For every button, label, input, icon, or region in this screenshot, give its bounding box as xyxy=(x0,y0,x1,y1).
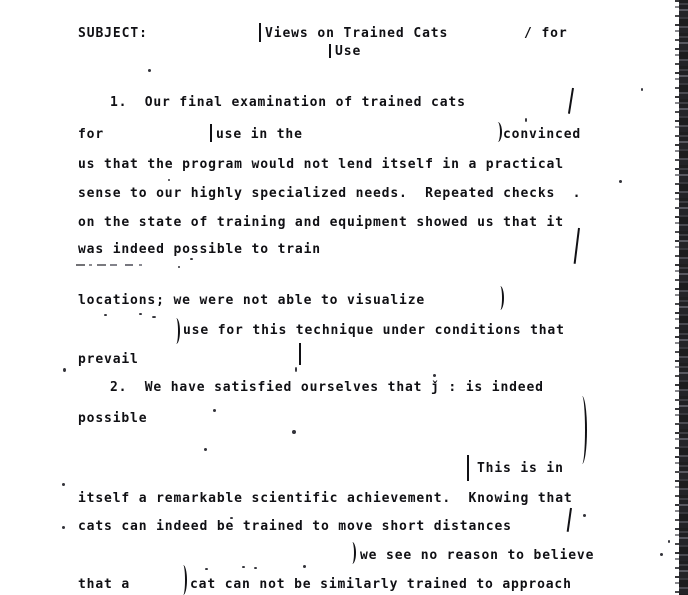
scan-speck xyxy=(295,367,297,372)
scan-speck xyxy=(254,567,257,569)
redaction-stroke-title-cont xyxy=(329,44,331,58)
redaction-stroke-p2-right-long xyxy=(578,396,587,464)
scan-speck xyxy=(148,69,151,72)
paragraph-1-line-6: was indeed possible to train xyxy=(78,242,321,257)
redaction-stroke-p2-before-wesee xyxy=(349,542,356,564)
scan-speck xyxy=(213,409,216,412)
faint-broken-underline xyxy=(76,264,148,266)
scan-speck xyxy=(242,566,245,568)
scan-speck xyxy=(230,517,233,519)
paragraph-2-line-6: we see no reason to believe xyxy=(360,548,595,563)
redaction-stroke-p1-mid xyxy=(210,124,212,142)
scan-speck xyxy=(303,565,306,568)
redaction-stroke-p1-left-indent xyxy=(173,318,180,344)
scan-speck xyxy=(619,180,622,183)
scan-speck xyxy=(668,540,670,543)
paragraph-1-line-5: on the state of training and equipment showed us that it xyxy=(78,215,564,230)
paragraph-2-line-7-start: that a xyxy=(78,577,131,592)
redaction-stroke-title-left xyxy=(259,23,261,42)
paragraph-2-line-5: cats can indeed be trained to move short distances xyxy=(78,519,512,534)
redaction-stroke-p1-right-2 xyxy=(574,228,580,264)
paragraph-1-line-2-end: convinced xyxy=(503,127,582,142)
redaction-stroke-p1-before-convinced xyxy=(494,122,502,142)
paragraph-1-line-3: us that the program would not lend itself in a practical xyxy=(78,157,564,172)
scan-speck xyxy=(104,314,107,316)
redaction-stroke-p2-right-short xyxy=(567,508,572,532)
redaction-stroke-p1-prevail xyxy=(299,343,301,365)
scan-speck xyxy=(292,430,296,434)
paragraph-1-line-8: use for this technique under conditions that xyxy=(183,323,565,338)
paragraph-2-line-3: This is in xyxy=(477,461,564,476)
scan-speck xyxy=(641,88,643,91)
subject-title-continuation: Use xyxy=(335,44,362,59)
paragraph-1-line-9: prevail xyxy=(78,352,139,367)
paragraph-1-line-2-middle: use in the xyxy=(216,127,303,142)
scan-speck xyxy=(660,553,663,556)
scan-speck xyxy=(204,448,207,451)
scan-speck xyxy=(63,368,66,372)
paragraph-2-line-2: possible xyxy=(78,411,148,426)
scan-speck xyxy=(583,514,586,517)
subject-label: SUBJECT: xyxy=(78,26,148,41)
scan-speck xyxy=(205,568,208,570)
scan-speck xyxy=(139,313,142,315)
scan-speck xyxy=(525,118,527,122)
scan-speck xyxy=(168,179,170,181)
redaction-stroke-p1-right-3 xyxy=(497,286,504,310)
scan-speck xyxy=(178,266,180,268)
redaction-stroke-p2-left-last xyxy=(180,565,187,595)
scan-speck xyxy=(62,526,65,529)
scan-speck xyxy=(190,258,193,260)
paragraph-2-line-7-end: cat can not be similarly trained to approach xyxy=(190,577,572,592)
paragraph-1-line-7: locations; we were not able to visualize xyxy=(78,293,426,308)
subject-title: Views on Trained Cats xyxy=(265,26,449,41)
header-right-margin-mark: / for xyxy=(524,26,568,41)
scan-speck xyxy=(152,316,156,318)
paragraph-1-line-1: 1. Our final examination of trained cats xyxy=(110,95,466,110)
paragraph-2-line-1: 2. We have satisfied ourselves that ǰ : is indeed xyxy=(110,380,544,395)
scan-speck xyxy=(433,374,436,377)
redaction-stroke-p2-before-thisisin xyxy=(467,455,469,481)
scan-speck xyxy=(62,483,65,486)
scan-edge-dark-border xyxy=(679,0,688,595)
paragraph-1-line-4: sense to our highly specialized needs. Repeated checks . xyxy=(78,186,582,201)
paragraph-1-line-2-start: for xyxy=(78,127,105,142)
redaction-stroke-p1-right-1 xyxy=(568,88,574,114)
paragraph-2-line-4: itself a remarkable scientific achievement. Knowing that xyxy=(78,491,573,506)
